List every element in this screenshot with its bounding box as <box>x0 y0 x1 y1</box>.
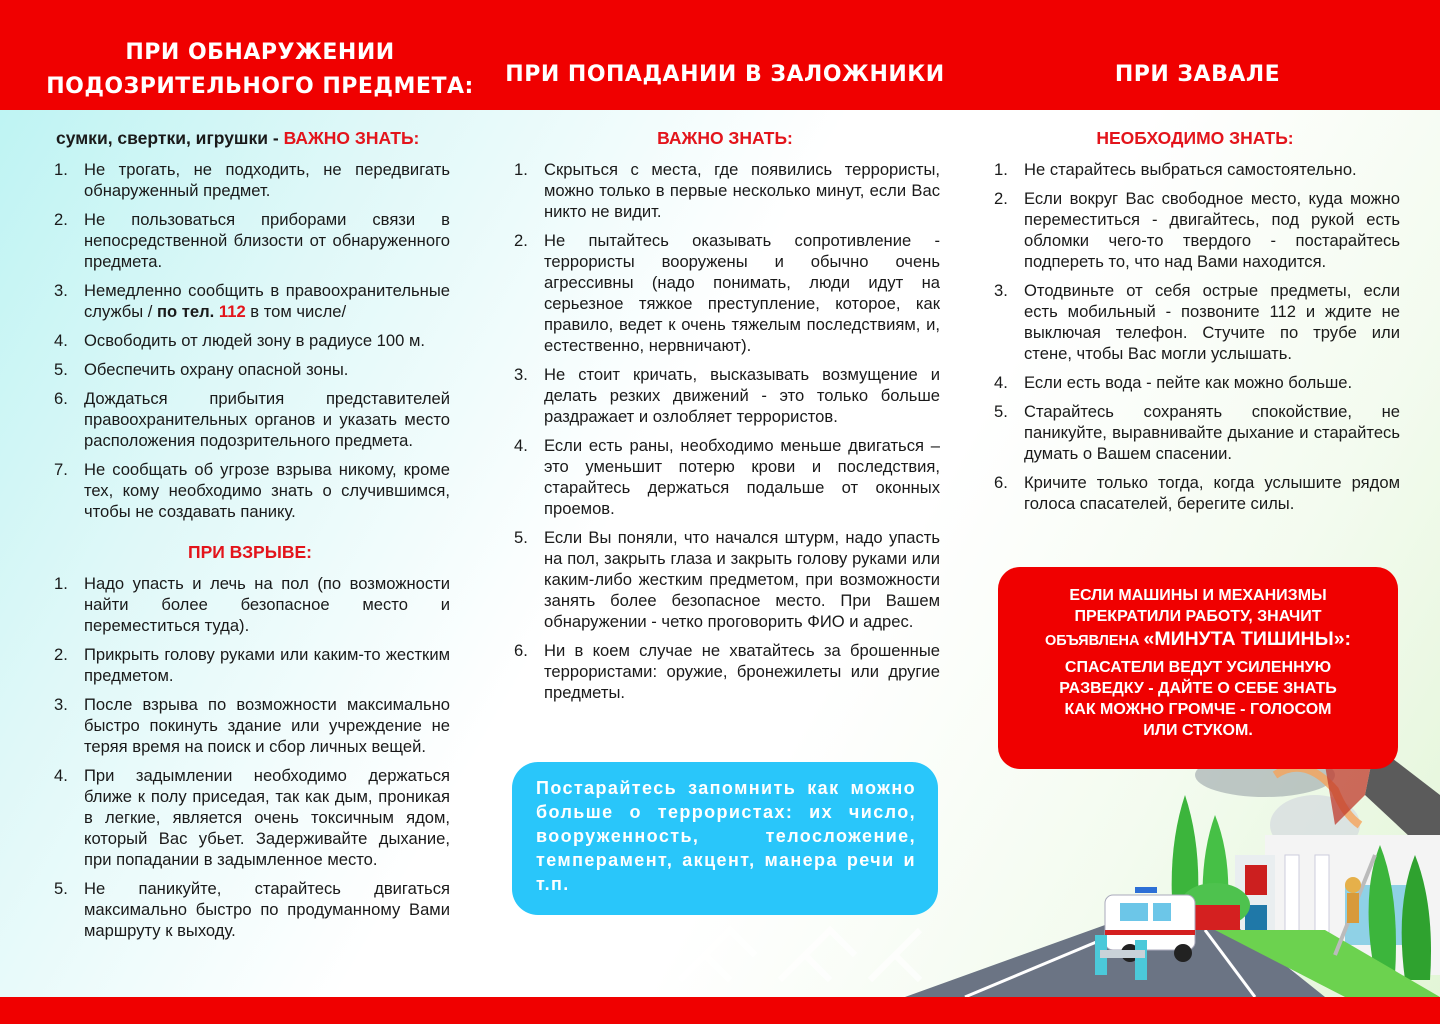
item-text: Не стоит кричать, высказывать возмущение и делать резких движений - это только больше раздражает и озлобляет террористов. <box>544 365 940 426</box>
item-number: 1. <box>994 160 1008 179</box>
footer-band <box>0 997 1440 1024</box>
alert-line: КАК МОЖНО ГРОМЧЕ - ГОЛОСОМ <box>1064 701 1332 718</box>
item-number: 4. <box>994 373 1008 392</box>
list-item <box>50 159 450 201</box>
list-item <box>50 694 450 757</box>
item-number: 1. <box>514 160 528 179</box>
item-text: Отодвиньте от себя острые предметы, если есть мобильный - позвоните 112 и ждите не выключая телефон. Стучите по трубе или стене, чтобы Вас могли услышать. <box>1024 281 1400 363</box>
column-collapse <box>990 110 1400 522</box>
item-text <box>84 280 450 322</box>
column-hostage <box>510 110 940 711</box>
subhead <box>56 128 450 149</box>
item-number: 3. <box>54 281 68 300</box>
list-item <box>50 388 450 451</box>
ornament-pattern-icon <box>560 920 940 995</box>
list-item <box>990 159 1400 180</box>
title-collapse: ПРИ ЗАВАЛЕ <box>1114 62 1281 87</box>
item-text: Если вокруг Вас свободное место, куда можно переместиться - двигайтесь, под рукой есть обломки чего-то твердого - постарайтесь подпереть то, что над Вами находится. <box>1024 189 1400 271</box>
alert-line: ПРЕКРАТИЛИ РАБОТУ, ЗНАЧИТ <box>1074 608 1322 625</box>
item-text: Не пользоваться приборами связи в непосредственной близости от обнаруженного предмета. <box>84 210 450 271</box>
title-hostage: ПРИ ПОПАДАНИИ В ЗАЛОЖНИКИ <box>505 62 945 87</box>
item-number: 6. <box>54 389 68 408</box>
minute-of-silence-alert <box>998 567 1398 769</box>
item-text: Прикрыть голову руками или каким-то жестким предметом. <box>84 645 450 685</box>
list-item <box>990 372 1400 393</box>
alert-line <box>998 629 1398 652</box>
phone-label: по тел. <box>157 302 219 321</box>
item-number: 3. <box>994 281 1008 300</box>
list-item <box>990 472 1400 514</box>
alert-line: ИЛИ СТУКОМ. <box>1143 722 1253 739</box>
item-number: 2. <box>54 645 68 664</box>
item-number: 7. <box>54 460 68 479</box>
instruction-list <box>510 159 940 703</box>
list-item <box>50 459 450 522</box>
item-text: Старайтесь сохранять спокойствие, не паникуйте, выравнивайте дыхание и старайтесь думать о Вашем спасении. <box>1024 402 1400 463</box>
item-number: 5. <box>514 528 528 547</box>
list-item <box>50 209 450 272</box>
list-item <box>510 364 940 427</box>
list-item <box>990 188 1400 272</box>
remember-callout: Постарайтесь запомнить как можно больше о террористах: их число, вооруженность, телосложение, темперамент, акцент, манера речи и т.п. <box>512 762 938 915</box>
list-item <box>510 435 940 519</box>
item-text: Не паникуйте, старайтесь двигаться максимально быстро по продуманному Вами маршруту к выходу. <box>84 879 450 940</box>
item-text: Не сообщать об угрозе взрыва никому, кроме тех, кому необходимо знать о случившимся, чтобы не создавать панику. <box>84 460 450 521</box>
alert-prefix: ОБЪЯВЛЕНА <box>1044 633 1144 649</box>
column-suspicious-object <box>50 110 450 949</box>
explosion-heading: ПРИ ВЗРЫВЕ: <box>187 542 312 562</box>
item-text: Не старайтесь выбраться самостоятельно. <box>1024 160 1357 179</box>
item-text: Обеспечить охрану опасной зоны. <box>84 360 349 379</box>
item-text: Освободить от людей зону в радиусе 100 м. <box>84 331 425 350</box>
item-text: Надо упасть и лечь на пол (по возможности найти более безопасное место и переместиться туда). <box>84 574 450 635</box>
phone-number: 112 <box>218 302 246 321</box>
list-item <box>50 359 450 380</box>
item-number: 5. <box>54 879 68 898</box>
alert-emphasis: «МИНУТА ТИШИНЫ»: <box>1143 628 1352 650</box>
list-item <box>510 527 940 632</box>
explosion-list <box>50 573 450 941</box>
item-number: 3. <box>54 695 68 714</box>
list-item <box>50 765 450 870</box>
item-text: Если есть вода - пейте как можно больше. <box>1024 373 1353 392</box>
item-number: 2. <box>994 189 1008 208</box>
item-text-part: в том числе/ <box>245 302 347 321</box>
item-text: Если Вы поняли, что начался штурм, надо упасть на пол, закрыть глаза и закрыть голову руками или каким-либо жестким предметом, при возможности занять более безопасное место. При Вашем обнаружении - четко проговорить ФИО и адрес. <box>544 528 940 631</box>
item-number: 5. <box>54 360 68 379</box>
item-text: Дождаться прибытия представителей правоохранительных органов и указать место расположения подозрительного предмета. <box>84 389 450 450</box>
list-item <box>50 878 450 941</box>
item-text: После взрыва по возможности максимально быстро покинуть здание или учреждение не теряя время на поиск и сбор личных вещей. <box>84 695 450 756</box>
item-number: 6. <box>514 641 528 660</box>
rescue-scene-illustration <box>905 735 1440 997</box>
alert-line: ЕСЛИ МАШИНЫ И МЕХАНИЗМЫ <box>1069 587 1327 604</box>
list-item <box>990 401 1400 464</box>
item-text: Кричите только тогда, когда услышите рядом голоса спасателей, берегите силы. <box>1024 473 1400 513</box>
item-number: 3. <box>514 365 528 384</box>
list-item <box>50 573 450 636</box>
item-number: 1. <box>54 160 68 179</box>
item-text: Скрыться с места, где появились террористы, можно только в первые несколько минут, если Вас никто не видит. <box>544 160 940 221</box>
item-text: Если есть раны, необходимо меньше двигаться – это уменьшит потерю крови и последствия, старайтесь держаться подальше от оконных проемов. <box>544 436 940 518</box>
subhead: ВАЖНО ЗНАТЬ: <box>657 128 793 148</box>
title-line: ПОДОЗРИТЕЛЬНОГО ПРЕДМЕТА: <box>46 74 474 99</box>
item-text: Не трогать, не подходить, не передвигать обнаруженный предмет. <box>84 160 450 200</box>
subhead-accent: ВАЖНО ЗНАТЬ: <box>283 128 420 148</box>
title-suspicious-object <box>40 0 480 110</box>
item-text-part: Немедленно сообщить в правоохранительные службы / <box>84 281 450 321</box>
item-number: 2. <box>514 231 528 250</box>
item-number: 5. <box>994 402 1008 421</box>
list-item <box>510 640 940 703</box>
item-text: При задымлении необходимо держаться ближе к полу приседая, так как дым, проникая в легкие, является очень токсичным ядом, который Вас убьет. Задерживайте дыхание, при попадании в задымленное место. <box>84 766 450 869</box>
list-item <box>510 159 940 222</box>
item-text: Не пытайтесь оказывать сопротивление - террористы вооружены и обычно очень агрессивны (надо понимать, люди идут на серьезное тяжкое преступление, которое, как правило, ведет к очень тяжелым последствиям, и, естественно, нервничают). <box>544 231 940 355</box>
item-number: 1. <box>54 574 68 593</box>
item-number: 4. <box>54 766 68 785</box>
item-number: 2. <box>54 210 68 229</box>
list-item <box>990 280 1400 364</box>
list-item <box>50 644 450 686</box>
subhead-prefix: сумки, свертки, игрушки - <box>56 128 284 148</box>
list-item <box>50 330 450 351</box>
alert-line: РАЗВЕДКУ - ДАЙТЕ О СЕБЕ ЗНАТЬ <box>1059 680 1337 697</box>
item-number: 4. <box>54 331 68 350</box>
instruction-list <box>50 159 450 522</box>
item-text: Ни в коем случае не хватайтесь за брошенные террористами: оружие, бронежилеты или другие предметы. <box>544 641 940 702</box>
title-line: ПРИ ОБНАРУЖЕНИИ <box>125 40 395 65</box>
item-number: 4. <box>514 436 528 455</box>
subhead: НЕОБХОДИМО ЗНАТЬ: <box>1096 128 1294 148</box>
instruction-list <box>990 159 1400 514</box>
alert-line: СПАСАТЕЛИ ВЕДУТ УСИЛЕННУЮ <box>1064 659 1332 676</box>
list-item <box>50 280 450 322</box>
list-item <box>510 230 940 356</box>
item-number: 6. <box>994 473 1008 492</box>
